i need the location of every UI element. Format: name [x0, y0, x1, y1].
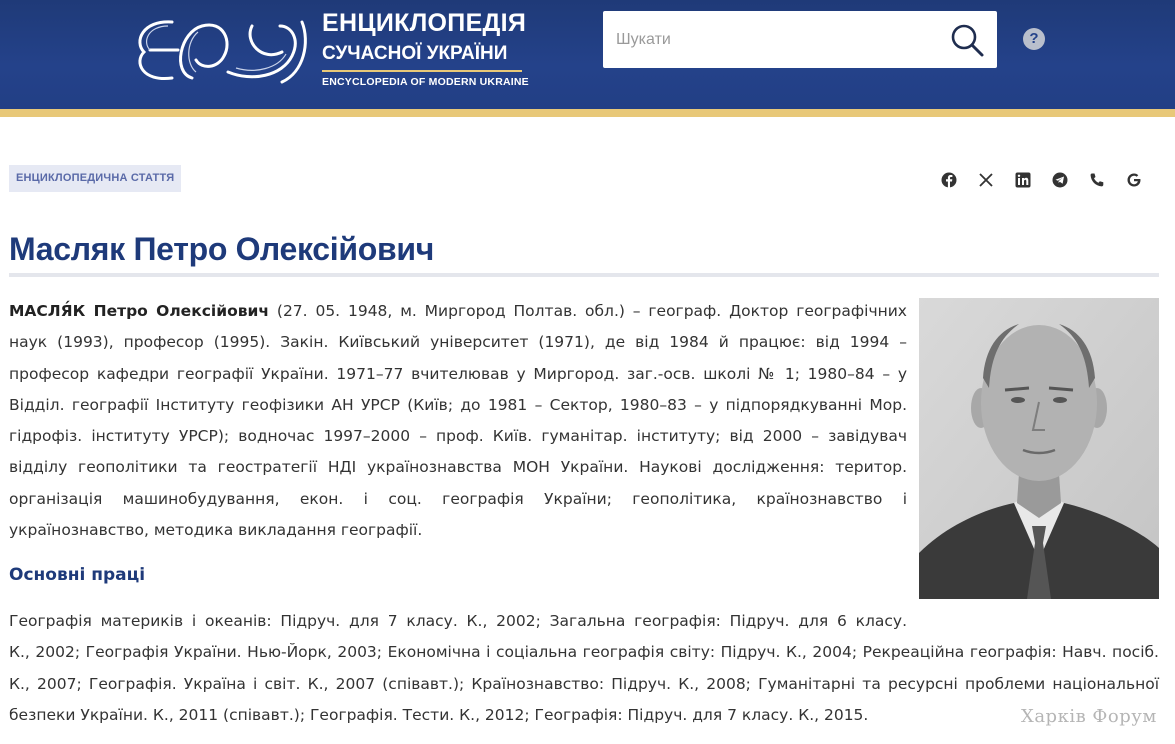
linkedin-icon [1015, 172, 1031, 188]
search-button[interactable] [946, 20, 988, 60]
share-phone-button[interactable] [1083, 166, 1111, 194]
works-list [9, 606, 1159, 731]
google-icon [1126, 172, 1142, 188]
page-title: Масляк Петро Олексійович [9, 231, 434, 267]
works-heading: Основні праці [9, 565, 146, 585]
works-first-line: Географія материків і океанів: Підруч. для 7 класу. К., 2002; Загальна географія: Підруч. для 6 класу. [9, 612, 907, 630]
logo-emblem[interactable] [132, 12, 312, 88]
logo-english: ENCYCLOPEDIA OF MODERN UKRAINE [322, 76, 529, 88]
site-header [0, 0, 1175, 109]
share-linkedin-button[interactable] [1009, 166, 1037, 194]
share-x-button[interactable] [972, 166, 1000, 194]
works-text: К., 2002; Географія України. Нью-Йорк, 2003; Економічна і соціальна географія світу: Підруч. К., 2004; Рекреаційна географія: Навч. посіб. К., 2007; Географія. Україна і світ. К., 2007 (співавт.); Країнознавство: Підруч. К., 2008; Гуманітарні та ресурсні проблеми національної безпеки України. К., 2011 (співавт.); Географія. Тести. К., 2012; Географія: Підруч. для 7 класу. К., 2015. [9, 643, 1159, 724]
article-name-bold: МАСЛЯ́К Петро Олексійович [9, 302, 270, 320]
title-divider [9, 273, 1159, 277]
help-button[interactable]: ? [1023, 28, 1045, 50]
logo-subtitle: СУЧАСНОЇ УКРАЇНИ [322, 41, 522, 72]
article-body [9, 296, 907, 546]
facebook-icon [941, 172, 957, 188]
phone-icon [1089, 172, 1105, 188]
header-stripe [0, 109, 1175, 117]
watermark: Харків Форум [1021, 706, 1157, 727]
share-facebook-button[interactable] [935, 166, 963, 194]
logo-wordmark[interactable] [322, 9, 542, 88]
portrait-photo [919, 298, 1159, 599]
search-input[interactable] [603, 11, 943, 68]
telegram-icon [1052, 172, 1068, 188]
x-icon [978, 172, 994, 188]
share-google-button[interactable] [1120, 166, 1148, 194]
search-icon [946, 20, 988, 60]
logo-title: ЕНЦИКЛОПЕДІЯ [322, 9, 527, 37]
article-text: (27. 05. 1948, м. Миргород Полтав. обл.) – географ. Доктор географічних наук (1993), професор (1995). Закін. Київський університет (1971), де від 1984 й працює: від 1994 – професор кафедри географії України. 1971–77 вчителював у Миргород. заг.-осв. школі № 1; 1980–84 – у Відділ. географії Інституту геофізики АН УРСР (Київ; до 1981 – Сектор, 1980–83 – у підпорядкуванні Мор. гідрофіз. інституту УРСР); водночас 1997–2000 – проф. Київ. гуманітар. інституту; від 2000 – завідувач відділу геополітики та геостратегії НДІ українознавства МОН України. Наукові дослідження: територ. організація машинобудування, екон. і соц. географія України; геополітика, країнознавство і українознавство, методика викладання географії. [9, 302, 907, 540]
article-type-badge: ЕНЦИКЛОПЕДИЧНА СТАТТЯ [9, 165, 181, 192]
search-box [603, 11, 997, 68]
share-telegram-button[interactable] [1046, 166, 1074, 194]
